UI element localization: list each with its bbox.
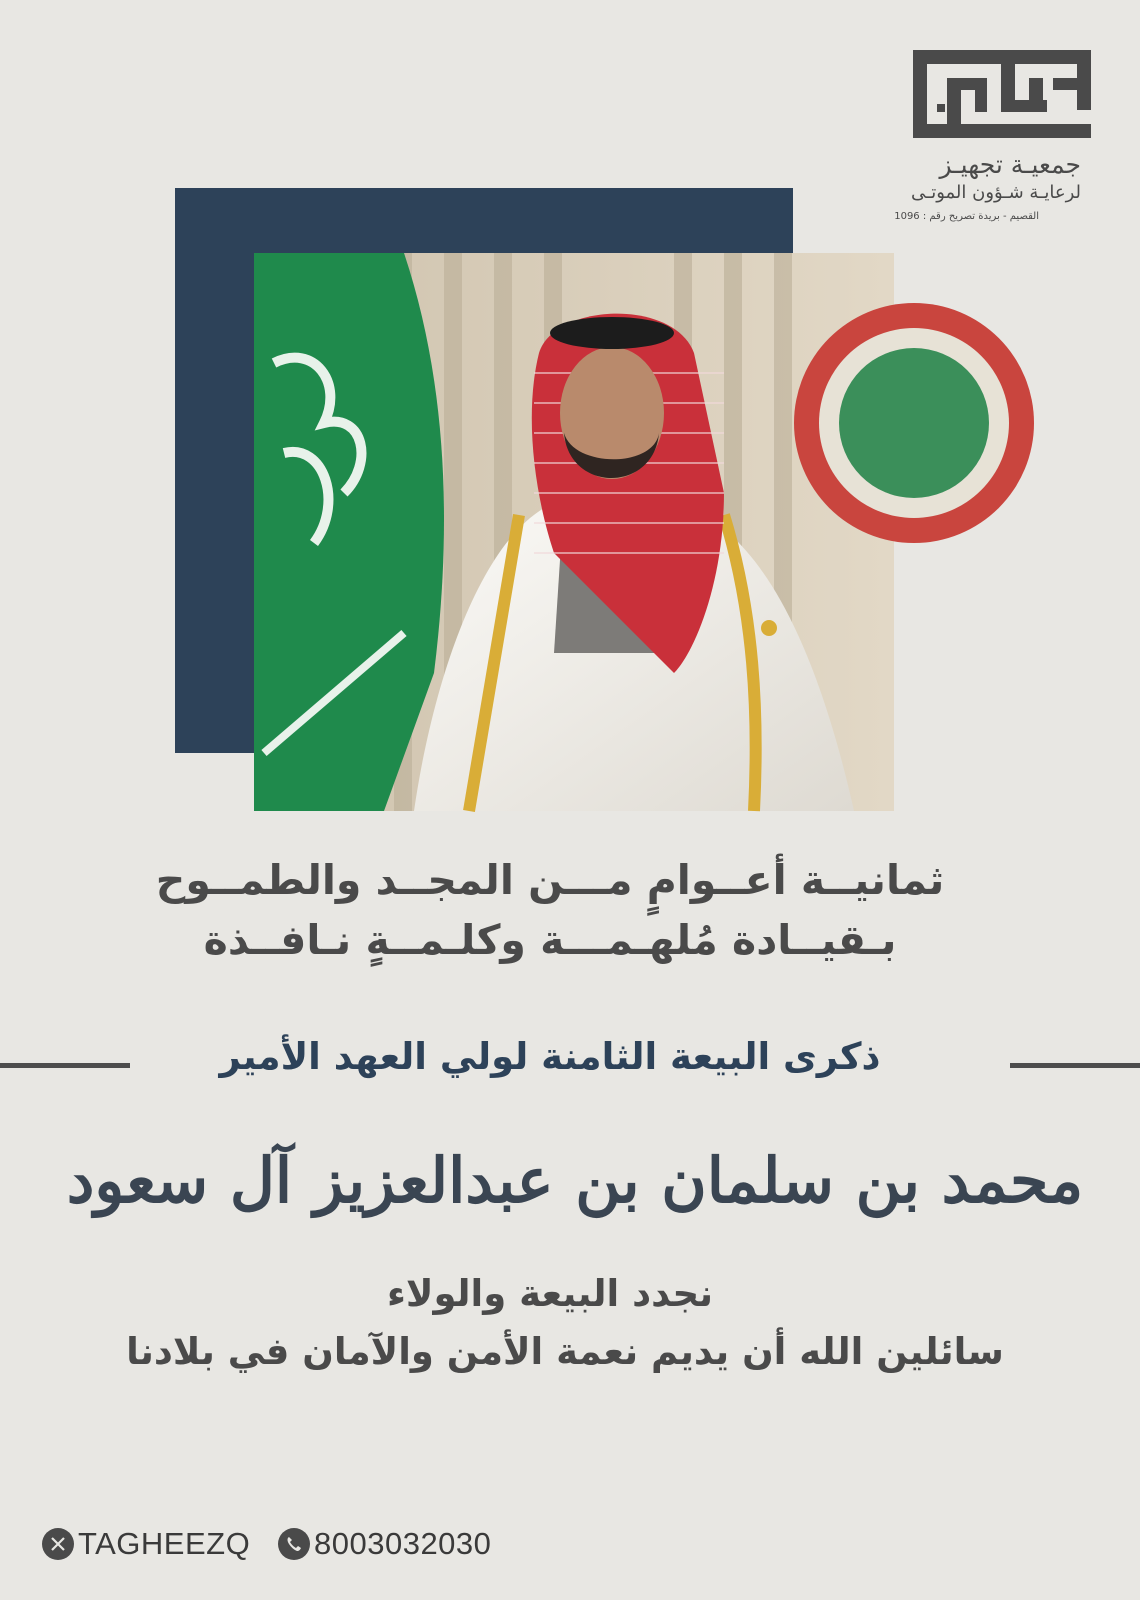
- footer-x-handle[interactable]: [42, 1524, 250, 1564]
- calligraphy-name-artwork: [66, 1110, 1084, 1250]
- organization-logo: [894, 46, 1095, 236]
- divider-left: [0, 1063, 130, 1068]
- logo-mark-icon: [913, 50, 1091, 138]
- footer-phone-number[interactable]: [278, 1524, 491, 1564]
- headline-line-2: بـقيــادة مُلهـمـــة وكلـمــةٍ نـافــذة: [203, 916, 897, 964]
- headline-line-1: ثمانيــة أعــوامٍ مـــن المجــد والطمــوح: [155, 856, 945, 904]
- logo-organization-name: جمعيـة تجهيـز: [939, 150, 1081, 179]
- calligraphy-name-text: محمد بن سلمان بن عبدالعزيز آل سعود: [66, 1144, 1084, 1217]
- logo-tagline: لرعايـة شـؤون الموتـى: [910, 182, 1081, 203]
- logo-license-text: القصيم - بريدة تصريح رقم : 1096: [894, 211, 1039, 222]
- x-handle-text: TAGHEEZQ: [78, 1526, 251, 1561]
- portrait-image: [254, 253, 894, 811]
- pledge-line-2: سائلين الله أن يديم نعمة الأمن والآمان في بلادنا: [126, 1330, 1004, 1373]
- phone-icon: [278, 1528, 310, 1560]
- phone-number-text: 8003032030: [314, 1526, 492, 1561]
- divider-right: [1010, 1063, 1140, 1068]
- pledge-line-1: نجدد البيعة والولاء: [386, 1272, 714, 1315]
- x-logo-icon: [42, 1528, 74, 1560]
- occasion-title: ذكرى البيعة الثامنة لولي العهد الأمير: [219, 1035, 881, 1078]
- portrait-photo: [254, 253, 894, 811]
